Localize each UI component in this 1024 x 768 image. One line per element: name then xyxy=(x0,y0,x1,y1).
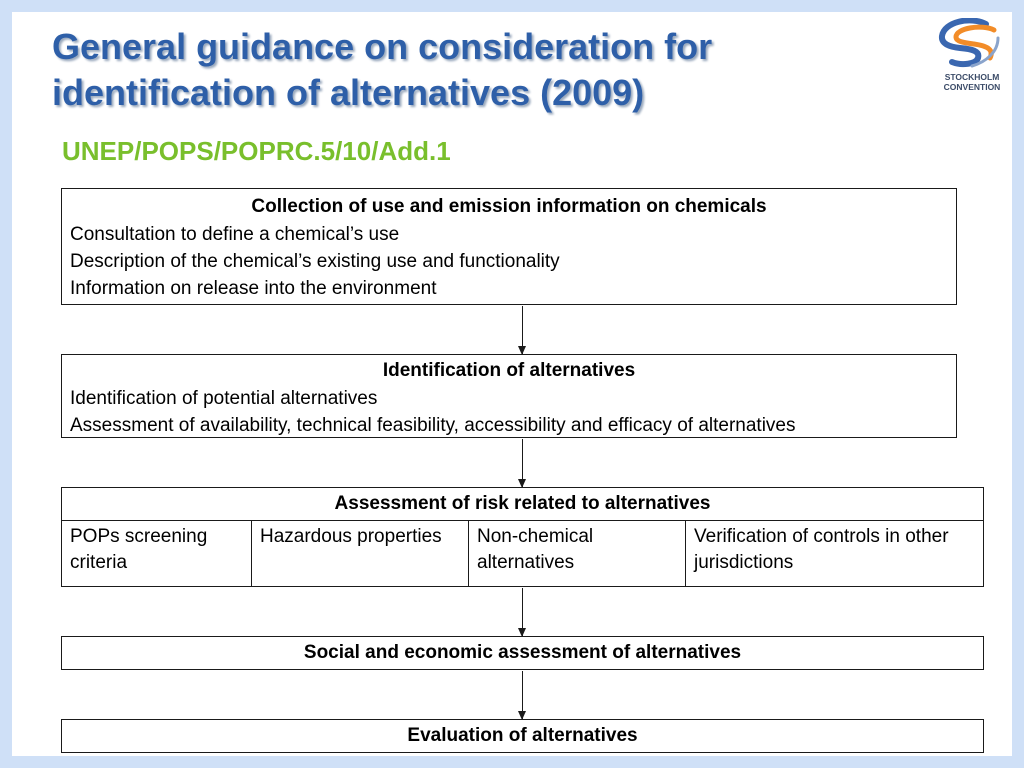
step-identification-box xyxy=(61,354,957,438)
step-collection-item: Consultation to define a chemical’s use xyxy=(70,224,400,245)
step-evaluation-box xyxy=(61,719,984,753)
step-identification-item: Identification of potential alternatives xyxy=(70,388,378,409)
flow-arrow xyxy=(522,588,523,636)
stockholm-convention-swirl-icon xyxy=(936,18,1008,70)
step-evaluation-heading: Evaluation of alternatives xyxy=(407,725,638,746)
flow-arrow xyxy=(522,671,523,719)
risk-criterion-cell: Verification of controls in other jurisdictions xyxy=(694,526,949,573)
logo-line-2: CONVENTION xyxy=(943,82,1001,92)
step-collection-item: Information on release into the environment xyxy=(70,278,437,299)
step-risk-box xyxy=(61,487,984,587)
flow-arrow xyxy=(522,306,523,354)
step-risk-criteria-row xyxy=(62,521,983,587)
step-socioeconomic-heading: Social and economic assessment of alternatives xyxy=(303,642,742,663)
step-identification-heading: Identification of alternatives xyxy=(382,360,636,381)
risk-criterion-cell: Non-chemical alternatives xyxy=(469,521,686,587)
title-line-1: General guidance on consideration for xyxy=(52,26,713,67)
document-reference: UNEP/POPS/POPRC.5/10/Add.1 xyxy=(62,136,451,166)
step-risk-heading: Assessment of risk related to alternatives xyxy=(62,488,983,521)
step-collection-box xyxy=(61,188,957,305)
flow-arrow xyxy=(522,439,523,487)
risk-criterion-cell: Hazardous properties xyxy=(252,521,469,587)
step-socioeconomic-box xyxy=(61,636,984,670)
slide-title xyxy=(52,24,712,116)
step-collection-item: Description of the chemical’s existing use and functionality xyxy=(70,251,560,272)
logo-line-1: STOCKHOLM xyxy=(944,72,1000,82)
risk-criterion-cell: POPs screening criteria xyxy=(62,521,252,587)
title-line-2: identification of alternatives (2009) xyxy=(52,72,645,113)
step-collection-heading: Collection of use and emission information on chemicals xyxy=(251,196,767,217)
stockholm-convention-logo xyxy=(936,18,1008,96)
step-identification-item: Assessment of availability, technical feasibility, accessibility and efficacy of alternatives xyxy=(70,415,796,436)
